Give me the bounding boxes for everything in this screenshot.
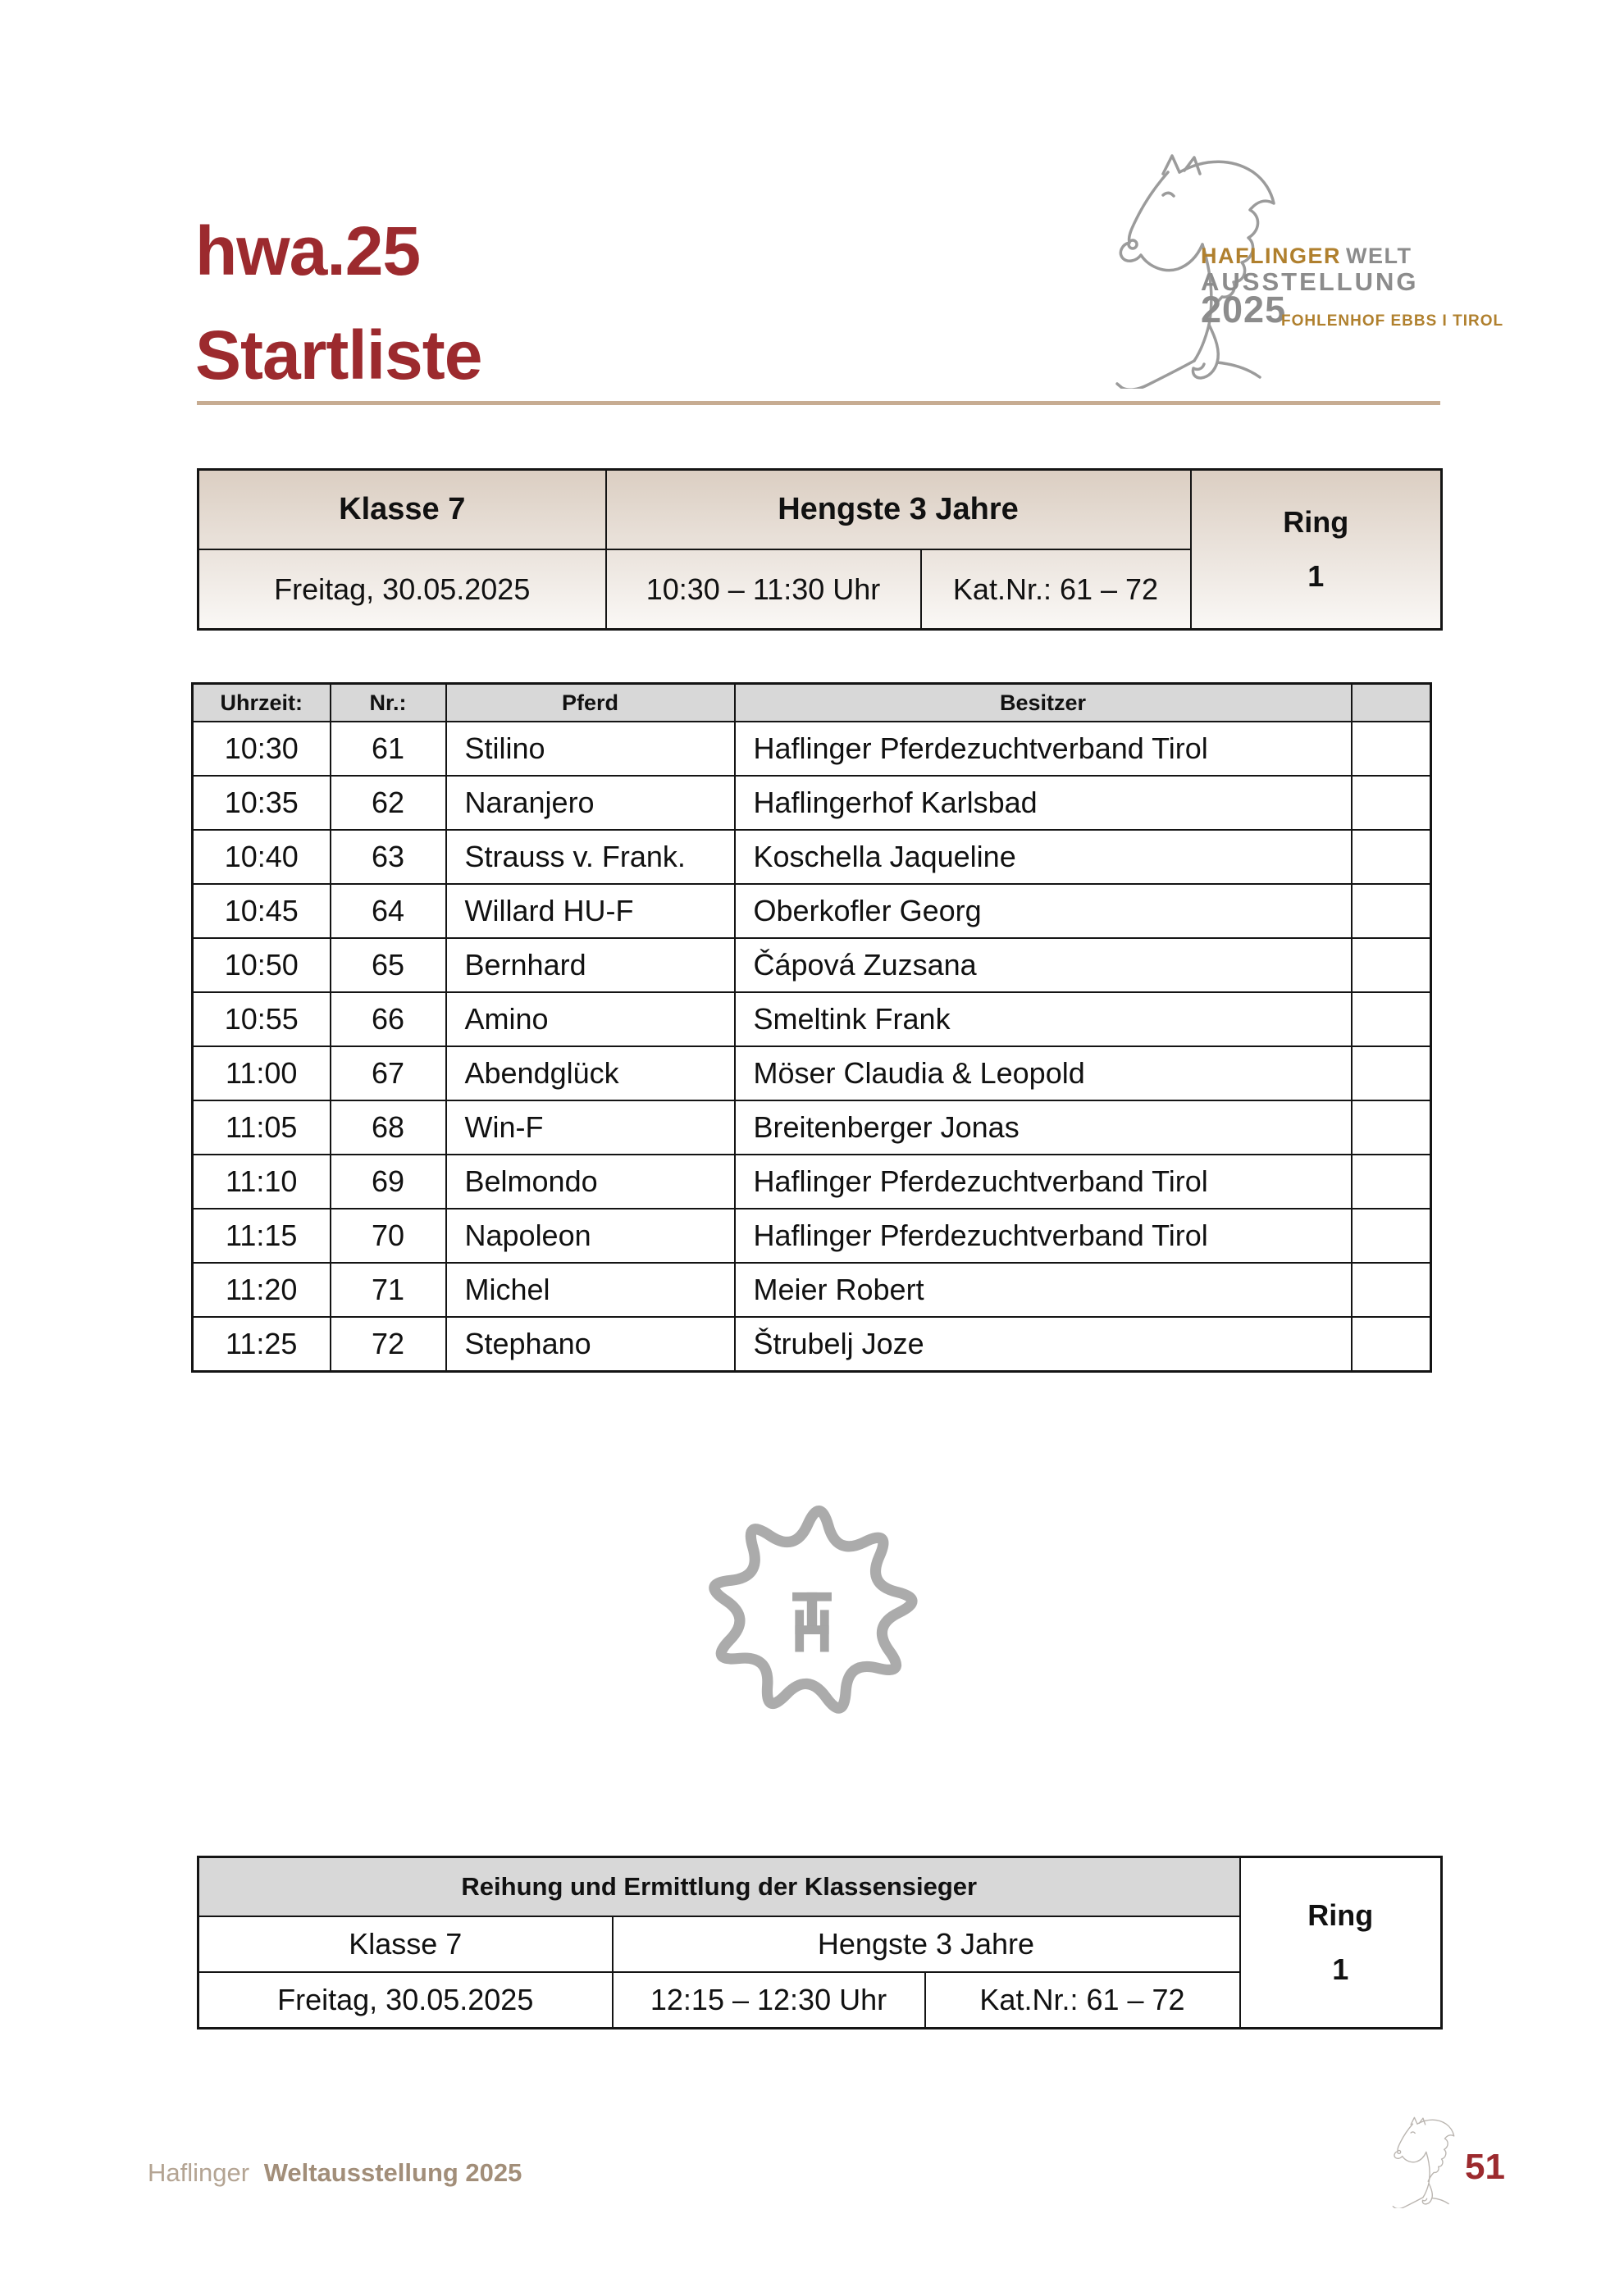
time-cell: 10:45 [193,884,331,938]
owner-cell: Haflinger Pferdezuchtverband Tirol [735,1209,1352,1263]
nr-cell: 69 [331,1155,446,1209]
ring-number: 1 [1332,1952,1349,1986]
horse-cell: Stilino [446,722,735,776]
session-catalog-cell: Kat.Nr.: 61 – 72 [921,549,1191,630]
nr-cell: 64 [331,884,446,938]
nr-cell: 63 [331,830,446,884]
time-cell: 11:00 [193,1046,331,1100]
footer-brand-regular: Haflinger [148,2158,250,2187]
column-header-nr: Nr.: [331,684,446,722]
notes-cell [1352,1046,1431,1100]
nr-cell: 61 [331,722,446,776]
page-title [195,199,481,408]
time-cell: 11:25 [193,1317,331,1372]
session-group-cell: Hengste 3 Jahre [606,470,1191,550]
notes-cell [1352,1317,1431,1372]
ranking-header-table [197,1856,1443,2029]
horse-cell: Abendglück [446,1046,735,1100]
horse-cell: Belmondo [446,1155,735,1209]
horse-cell: Willard HU-F [446,884,735,938]
horse-cell: Strauss v. Frank. [446,830,735,884]
table-row [193,1100,1431,1155]
time-cell: 10:50 [193,938,331,992]
tyrolean-haflinger-sun-brand-icon [677,1476,947,1747]
start-list-header-row [193,684,1431,722]
owner-cell: Čápová Zuzsana [735,938,1352,992]
owner-cell: Haflinger Pferdezuchtverband Tirol [735,722,1352,776]
column-header-besitzer: Besitzer [735,684,1352,722]
notes-cell [1352,992,1431,1046]
ring-label: Ring [1283,505,1349,540]
title-divider [197,401,1440,405]
ranking-time-cell: 12:15 – 12:30 Uhr [613,1972,925,2029]
owner-cell: Meier Robert [735,1263,1352,1317]
table-row [193,1209,1431,1263]
notes-cell [1352,1100,1431,1155]
session-class-cell: Klasse 7 [198,470,606,550]
table-row [193,722,1431,776]
horse-cell: Stephano [446,1317,735,1372]
time-cell: 10:40 [193,830,331,884]
ranking-class-cell: Klasse 7 [198,1916,613,1972]
table-row [193,938,1431,992]
owner-cell: Oberkofler Georg [735,884,1352,938]
column-header-uhrzeit: Uhrzeit: [193,684,331,722]
time-cell: 11:20 [193,1263,331,1317]
table-row [193,1263,1431,1317]
owner-cell: Haflinger Pferdezuchtverband Tirol [735,1155,1352,1209]
table-row [193,884,1431,938]
nr-cell: 65 [331,938,446,992]
table-row [193,1317,1431,1372]
nr-cell: 66 [331,992,446,1046]
session-ring-cell [1191,470,1442,630]
session-time-cell: 10:30 – 11:30 Uhr [606,549,921,630]
horse-cell: Napoleon [446,1209,735,1263]
time-cell: 11:10 [193,1155,331,1209]
nr-cell: 68 [331,1100,446,1155]
logo-year: 2025 [1201,289,1287,330]
ranking-group-cell: Hengste 3 Jahre [613,1916,1240,1972]
ranking-date-cell: Freitag, 30.05.2025 [198,1972,613,2029]
time-cell: 10:55 [193,992,331,1046]
footer-brand-bold: Weltausstellung 2025 [263,2158,522,2187]
brand-letters-th [792,1592,832,1652]
nr-cell: 71 [331,1263,446,1317]
page-title-line1: hwa.25 [195,212,421,289]
owner-cell: Breitenberger Jonas [735,1100,1352,1155]
footer-brand [148,2158,522,2188]
table-row [193,1046,1431,1100]
owner-cell: Möser Claudia & Leopold [735,1046,1352,1100]
notes-cell [1352,1263,1431,1317]
ring-label: Ring [1307,1898,1374,1933]
nr-cell: 72 [331,1317,446,1372]
time-cell: 10:35 [193,776,331,830]
notes-cell [1352,776,1431,830]
horse-cell: Michel [446,1263,735,1317]
nr-cell: 70 [331,1209,446,1263]
ranking-title-cell: Reihung und Ermittlung der Klassensieger [198,1857,1240,1917]
logo-word-haflinger: HAFLINGER [1201,244,1341,268]
logo-wordmark-line2: AUSSTELLUNG [1201,267,1419,296]
notes-cell [1352,884,1431,938]
notes-cell [1352,722,1431,776]
time-cell: 11:05 [193,1100,331,1155]
ring-number: 1 [1307,559,1325,593]
horse-cell: Win-F [446,1100,735,1155]
session-date-cell: Freitag, 30.05.2025 [198,549,606,630]
ranking-ring-cell [1240,1857,1442,2029]
nr-cell: 62 [331,776,446,830]
notes-cell [1352,830,1431,884]
horse-cell: Bernhard [446,938,735,992]
logo-venue: FOHLENHOF EBBS I TIROL [1281,312,1504,330]
owner-cell: Smeltink Frank [735,992,1352,1046]
notes-cell [1352,1155,1431,1209]
column-header-pferd: Pferd [446,684,735,722]
horse-cell: Naranjero [446,776,735,830]
logo-word-welt: WELT [1346,244,1412,268]
owner-cell: Haflingerhof Karlsbad [735,776,1352,830]
table-row [193,830,1431,884]
logo-wordmark-line1 [1201,244,1412,269]
nr-cell: 67 [331,1046,446,1100]
table-row [193,1155,1431,1209]
notes-cell [1352,1209,1431,1263]
time-cell: 11:15 [193,1209,331,1263]
ranking-catalog-cell: Kat.Nr.: 61 – 72 [925,1972,1240,2029]
footer-horse-icon [1388,2116,1455,2208]
notes-cell [1352,938,1431,992]
session-header-table [197,468,1443,631]
table-row [193,776,1431,830]
horse-cell: Amino [446,992,735,1046]
column-header-notes [1352,684,1431,722]
start-list-table [191,682,1432,1373]
owner-cell: Koschella Jaqueline [735,830,1352,884]
page-number: 51 [1465,2147,1505,2187]
time-cell: 10:30 [193,722,331,776]
table-row [193,992,1431,1046]
owner-cell: Štrubelj Joze [735,1317,1352,1372]
page-title-line2: Startliste [195,317,482,394]
